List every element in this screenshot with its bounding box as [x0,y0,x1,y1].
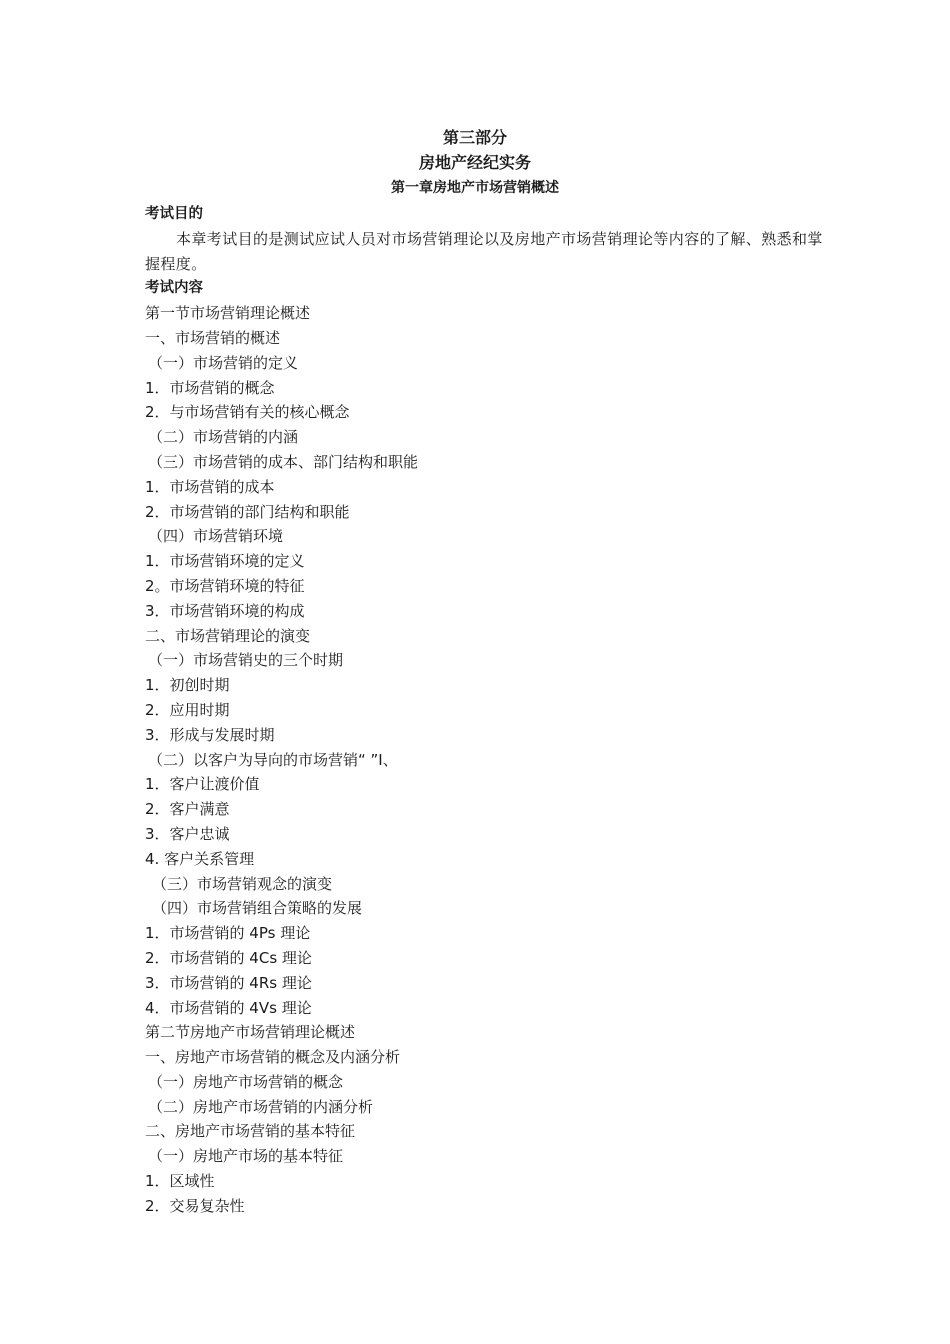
outline-item: 1．区域性 [145,1172,215,1191]
outline-item: 一、市场营销的概述 [145,328,281,347]
outline-item: 2。市场营销环境的特征 [145,576,305,595]
outline-item: 2．客户满意 [145,800,230,819]
outline-item: 二、房地产市场营销的基本特征 [145,1122,356,1141]
outline-item: 2．应用时期 [145,700,230,719]
outline-item: 3．形成与发展时期 [145,725,275,744]
purpose-paragraph: 本章考试目的是测试应试人员对市场营销理论以及房地产市场营销理论等内容的了解、熟悉和掌握程度。 [145,229,823,273]
outline-item: 4. 客户关系管理 [145,849,255,868]
section-heading: 第一节市场营销理论概述 [145,304,311,323]
outline-item: （四）市场营销组合策略的发展 [152,899,363,918]
outline-item: 二、市场营销理论的演变 [145,626,311,645]
outline-item: 4．市场营销的 4Vs 理论 [145,998,312,1017]
outline-item: 2．市场营销的部门结构和职能 [145,502,350,521]
part-title: 第三部分 [442,128,507,147]
document-body [145,202,825,1219]
outline-item: （二）市场营销的内涵 [148,428,299,447]
outline-item: 2．交易复杂性 [145,1196,245,1215]
outline-item: （一）房地产市场营销的概念 [148,1072,344,1091]
outline-item: 一、房地产市场营销的概念及内涵分析 [145,1048,401,1067]
outline-item: 3．市场营销的 4Rs 理论 [145,973,312,992]
outline-item: 1．客户让渡价值 [145,775,260,794]
section-heading: 第二节房地产市场营销理论概述 [145,1023,356,1042]
outline-item: 1．市场营销的概念 [145,378,275,397]
outline-item: 2．市场营销的 4Cs 理论 [145,948,312,967]
chapter-title: 第一章房地产市场营销概述 [391,180,559,196]
outline-item: 1．市场营销的 4Ps 理论 [145,924,311,943]
outline-item: （四）市场营销环境 [148,527,284,546]
purpose-heading: 考试目的 [145,206,203,222]
outline-item: （一）房地产市场的基本特征 [148,1147,344,1166]
outline-item: （三）市场营销的成本、部门结构和职能 [148,452,419,471]
outline-item: （二）以客户为导向的市场营销“ ”I、 [148,750,398,769]
outline-item: 3．客户忠诚 [145,824,230,843]
outline-item: （二）房地产市场营销的内涵分析 [148,1097,374,1116]
outline-item: （一）市场营销的定义 [148,353,299,372]
outline-item: 1．初创时期 [145,676,230,695]
outline-item: （一）市场营销史的三个时期 [148,651,344,670]
subject-title: 房地产经纪实务 [418,153,531,172]
outline-item: 3．市场营销环境的构成 [145,601,305,620]
outline-item: 2．与市场营销有关的核心概念 [145,403,350,422]
content-heading: 考试内容 [145,280,203,297]
outline-item: 1．市场营销的成本 [145,477,275,496]
outline-item: 1．市场营销环境的定义 [145,552,305,571]
outline-item: （三）市场营销观念的演变 [152,874,333,893]
